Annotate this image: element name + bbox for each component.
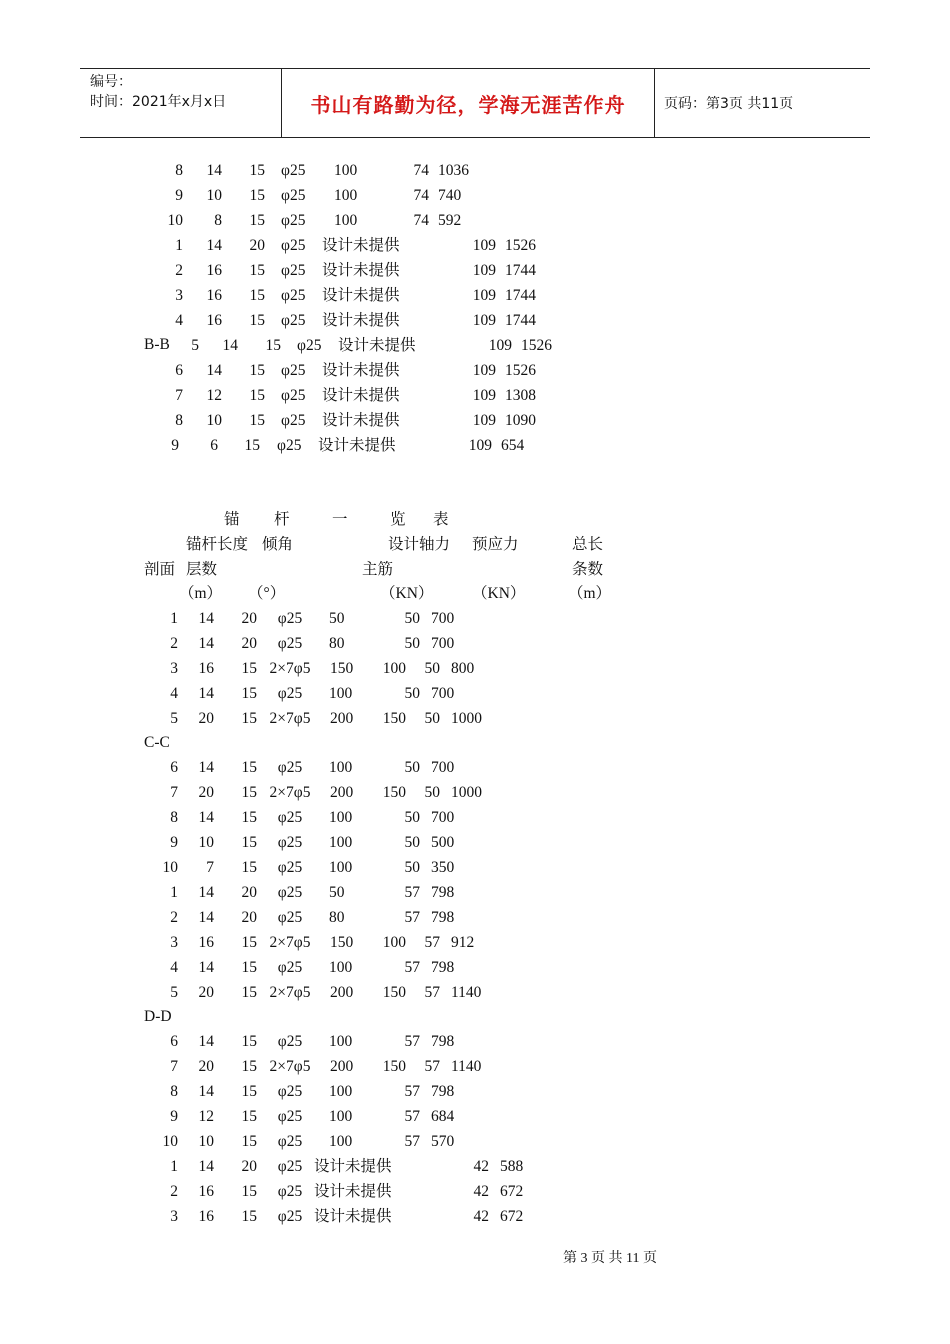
total-cell: 1090 xyxy=(505,412,536,429)
angle-cell: 15 xyxy=(241,710,257,727)
total-cell: 350 xyxy=(431,859,455,876)
total-cell: 798 xyxy=(431,1033,455,1050)
angle-cell: 15 xyxy=(249,187,265,204)
total-cell: 1140 xyxy=(451,1058,482,1075)
axial-cell: 设计未提供 xyxy=(322,287,400,304)
layer-cell: 4 xyxy=(170,959,178,976)
axial-cell: 150 xyxy=(330,934,354,951)
angle-cell: 15 xyxy=(249,412,265,429)
axial-cell: 200 xyxy=(330,1058,354,1075)
layer-cell: 2 xyxy=(170,635,178,652)
rebar-cell: φ25 xyxy=(277,859,303,876)
total-cell: 912 xyxy=(451,934,475,951)
rebar-cell: 2×7φ5 xyxy=(269,710,311,727)
layer-cell: 2 xyxy=(175,262,183,279)
prestress-cell: 150 xyxy=(382,710,406,727)
header-layers: 层数 xyxy=(186,561,218,578)
angle-cell: 15 xyxy=(241,660,257,677)
axial-cell: 100 xyxy=(329,1133,353,1150)
length-cell: 20 xyxy=(198,1058,214,1075)
prestress-cell: 50 xyxy=(404,834,420,851)
header-motto: 书山有路勤为径，学海无涯苦作舟 xyxy=(310,93,626,117)
angle-cell: 15 xyxy=(241,859,257,876)
prestress-cell: 57 xyxy=(404,909,420,926)
total-cell: 672 xyxy=(500,1183,524,1200)
layer-cell: 3 xyxy=(170,660,178,677)
length-cell: 7 xyxy=(206,859,214,876)
layer-cell: 2 xyxy=(170,1183,178,1200)
rebar-cell: φ25 xyxy=(281,312,306,329)
unit-kn-axial: （KN） xyxy=(380,585,434,602)
angle-cell: 15 xyxy=(241,1208,257,1225)
length-cell: 14 xyxy=(198,809,214,826)
length-cell: 12 xyxy=(198,1108,214,1125)
angle-cell: 15 xyxy=(241,1133,257,1150)
axial-cell: 50 xyxy=(329,610,345,627)
prestress-cell: 57 xyxy=(404,1108,420,1125)
rebar-cell: φ25 xyxy=(277,685,303,702)
table-title-char: 表 xyxy=(433,511,449,528)
angle-cell: 20 xyxy=(241,1158,257,1175)
header-meta xyxy=(90,72,226,112)
prestress-cell: 109 xyxy=(488,337,512,354)
rebar-cell: φ25 xyxy=(277,1083,303,1100)
axial-cell: 150 xyxy=(330,660,354,677)
total-cell: 798 xyxy=(431,884,455,901)
angle-cell: 15 xyxy=(241,759,257,776)
total-cell: 740 xyxy=(438,187,462,204)
length-cell: 12 xyxy=(206,387,222,404)
axial-cell: 50 xyxy=(329,884,345,901)
axial-cell: 100 xyxy=(334,212,358,229)
angle-cell: 15 xyxy=(241,1083,257,1100)
axial-cell: 100 xyxy=(329,1033,353,1050)
rebar-cell: 2×7φ5 xyxy=(269,660,311,677)
rebar-cell: φ25 xyxy=(281,187,306,204)
prestress-cell: 57 xyxy=(424,984,440,1001)
rebar-cell: φ25 xyxy=(281,387,306,404)
rebar-cell: φ25 xyxy=(277,1158,303,1175)
length-cell: 10 xyxy=(198,1133,214,1150)
prestress-cell: 150 xyxy=(382,1058,406,1075)
length-cell: 16 xyxy=(206,287,222,304)
angle-cell: 15 xyxy=(249,212,265,229)
header-axial: 设计轴力 xyxy=(388,536,451,553)
header-length: 锚杆长度 xyxy=(186,536,249,553)
angle-cell: 15 xyxy=(249,162,265,179)
total-cell: 684 xyxy=(431,1108,455,1125)
prestress-cell: 57 xyxy=(424,1058,440,1075)
layer-cell: 9 xyxy=(170,834,178,851)
length-cell: 16 xyxy=(198,1208,214,1225)
length-cell: 16 xyxy=(206,312,222,329)
layer-cell: 5 xyxy=(170,984,178,1001)
time-label: 时间：2021年x月x日 xyxy=(90,94,227,110)
rebar-cell: 2×7φ5 xyxy=(269,784,311,801)
page-footer: 第 3 页 共 11 页 xyxy=(563,1251,657,1266)
prestress-cell: 74 xyxy=(413,212,429,229)
prestress-cell: 109 xyxy=(472,412,496,429)
length-cell: 20 xyxy=(198,784,214,801)
header-page-number: 页码：第3页 共11页 xyxy=(664,96,794,112)
prestress-cell: 57 xyxy=(404,884,420,901)
total-cell: 654 xyxy=(501,437,525,454)
axial-cell: 80 xyxy=(329,635,345,652)
length-cell: 8 xyxy=(214,212,222,229)
prestress-cell: 57 xyxy=(404,1133,420,1150)
prestress-cell: 109 xyxy=(472,312,496,329)
axial-cell: 100 xyxy=(329,859,353,876)
length-cell: 14 xyxy=(206,237,222,254)
section-label-bb: B-B xyxy=(144,336,170,353)
layer-cell: 3 xyxy=(170,1208,178,1225)
length-cell: 14 xyxy=(198,635,214,652)
total-cell: 1036 xyxy=(438,162,469,179)
length-cell: 14 xyxy=(198,884,214,901)
angle-cell: 15 xyxy=(249,312,265,329)
layer-cell: 2 xyxy=(170,909,178,926)
rebar-cell: φ25 xyxy=(277,1033,303,1050)
total-cell: 1140 xyxy=(451,984,482,1001)
rebar-cell: φ25 xyxy=(277,834,303,851)
layer-cell: 3 xyxy=(170,934,178,951)
prestress-cell: 109 xyxy=(468,437,492,454)
total-cell: 570 xyxy=(431,1133,455,1150)
header-total: 总长 xyxy=(572,536,604,553)
rebar-cell: φ25 xyxy=(281,412,306,429)
total-cell: 800 xyxy=(451,660,475,677)
prestress-cell: 50 xyxy=(404,685,420,702)
total-cell: 798 xyxy=(431,1083,455,1100)
angle-cell: 20 xyxy=(241,909,257,926)
axial-cell: 100 xyxy=(334,187,358,204)
layer-cell: 7 xyxy=(170,784,178,801)
length-cell: 14 xyxy=(198,1033,214,1050)
length-cell: 14 xyxy=(206,162,222,179)
axial-cell: 设计未提供 xyxy=(314,1183,392,1200)
axial-cell: 100 xyxy=(334,162,358,179)
layer-cell: 9 xyxy=(170,1108,178,1125)
angle-cell: 15 xyxy=(241,685,257,702)
prestress-cell: 74 xyxy=(413,187,429,204)
unit-degree: （°） xyxy=(248,585,286,602)
header-count: 条数 xyxy=(572,561,604,578)
rebar-cell: φ25 xyxy=(297,337,322,354)
layer-cell: 10 xyxy=(162,1133,178,1150)
prestress-cell: 42 xyxy=(473,1158,489,1175)
axial-cell: 设计未提供 xyxy=(314,1208,392,1225)
prestress-cell: 42 xyxy=(473,1183,489,1200)
header-angle: 倾角 xyxy=(262,536,294,553)
rebar-cell: 2×7φ5 xyxy=(269,934,311,951)
angle-cell: 20 xyxy=(241,884,257,901)
header-rebar: 主筋 xyxy=(362,561,394,578)
total-cell: 1744 xyxy=(505,262,536,279)
layer-cell: 9 xyxy=(175,187,183,204)
total-cell: 1744 xyxy=(505,312,536,329)
rebar-cell: 2×7φ5 xyxy=(269,1058,311,1075)
section-label-dd: D-D xyxy=(144,1008,172,1025)
length-cell: 14 xyxy=(222,337,238,354)
layer-cell: 9 xyxy=(171,437,179,454)
prestress-cell: 109 xyxy=(472,387,496,404)
layer-cell: 5 xyxy=(191,337,199,354)
table-title-char: 一 xyxy=(332,511,348,528)
length-cell: 16 xyxy=(198,934,214,951)
total-cell: 700 xyxy=(431,685,455,702)
number-label: 编号： xyxy=(90,74,132,90)
length-cell: 14 xyxy=(206,362,222,379)
total-cell: 592 xyxy=(438,212,462,229)
axial-cell: 100 xyxy=(329,1108,353,1125)
prestress-cell: 109 xyxy=(472,237,496,254)
angle-cell: 15 xyxy=(241,1108,257,1125)
total-cell: 588 xyxy=(500,1158,524,1175)
layer-cell: 8 xyxy=(170,1083,178,1100)
length-cell: 14 xyxy=(198,1158,214,1175)
length-cell: 6 xyxy=(210,437,218,454)
axial-cell: 设计未提供 xyxy=(322,387,400,404)
rebar-cell: φ25 xyxy=(277,759,303,776)
prestress-cell: 150 xyxy=(382,784,406,801)
layer-cell: 8 xyxy=(175,162,183,179)
angle-cell: 15 xyxy=(241,1033,257,1050)
axial-cell: 设计未提供 xyxy=(322,237,400,254)
length-cell: 16 xyxy=(198,1183,214,1200)
layer-cell: 7 xyxy=(175,387,183,404)
prestress-cell: 100 xyxy=(382,660,406,677)
page-header xyxy=(80,68,870,138)
length-cell: 16 xyxy=(198,660,214,677)
layer-cell: 3 xyxy=(175,287,183,304)
rebar-cell: φ25 xyxy=(281,362,306,379)
layer-cell: 1 xyxy=(170,1158,178,1175)
prestress-cell: 57 xyxy=(404,959,420,976)
header-section: 剖面 xyxy=(144,561,176,578)
rebar-cell: φ25 xyxy=(277,610,303,627)
total-cell: 700 xyxy=(431,610,455,627)
total-cell: 798 xyxy=(431,959,455,976)
total-cell: 1526 xyxy=(521,337,552,354)
axial-cell: 设计未提供 xyxy=(318,437,396,454)
total-cell: 798 xyxy=(431,909,455,926)
rebar-cell: φ25 xyxy=(281,237,306,254)
layer-cell: 4 xyxy=(170,685,178,702)
rebar-cell: φ25 xyxy=(281,212,306,229)
layer-cell: 6 xyxy=(170,759,178,776)
prestress-cell: 57 xyxy=(424,934,440,951)
prestress-cell: 50 xyxy=(424,710,440,727)
unit-m: （m） xyxy=(179,585,223,602)
rebar-cell: 2×7φ5 xyxy=(269,984,311,1001)
axial-cell: 100 xyxy=(329,1083,353,1100)
axial-cell: 100 xyxy=(329,685,353,702)
unit-kn-prestress: （KN） xyxy=(472,585,526,602)
prestress-cell: 74 xyxy=(413,162,429,179)
axial-cell: 200 xyxy=(330,984,354,1001)
total-cell: 500 xyxy=(431,834,455,851)
angle-cell: 20 xyxy=(249,237,265,254)
angle-cell: 20 xyxy=(241,610,257,627)
prestress-cell: 150 xyxy=(382,984,406,1001)
angle-cell: 15 xyxy=(241,1183,257,1200)
axial-cell: 设计未提供 xyxy=(338,337,416,354)
rebar-cell: φ25 xyxy=(277,809,303,826)
angle-cell: 15 xyxy=(241,984,257,1001)
axial-cell: 设计未提供 xyxy=(322,412,400,429)
axial-cell: 设计未提供 xyxy=(314,1158,392,1175)
layer-cell: 7 xyxy=(170,1058,178,1075)
axial-cell: 设计未提供 xyxy=(322,312,400,329)
layer-cell: 8 xyxy=(170,809,178,826)
total-cell: 700 xyxy=(431,635,455,652)
angle-cell: 20 xyxy=(241,635,257,652)
rebar-cell: φ25 xyxy=(277,884,303,901)
prestress-cell: 57 xyxy=(404,1083,420,1100)
axial-cell: 100 xyxy=(329,759,353,776)
prestress-cell: 57 xyxy=(404,1033,420,1050)
axial-cell: 200 xyxy=(330,784,354,801)
axial-cell: 100 xyxy=(329,959,353,976)
total-cell: 1308 xyxy=(505,387,536,404)
layer-cell: 1 xyxy=(175,237,183,254)
total-cell: 1526 xyxy=(505,237,536,254)
layer-cell: 10 xyxy=(167,212,183,229)
angle-cell: 15 xyxy=(265,337,281,354)
layer-cell: 6 xyxy=(170,1033,178,1050)
total-cell: 700 xyxy=(431,809,455,826)
total-cell: 1744 xyxy=(505,287,536,304)
length-cell: 10 xyxy=(206,187,222,204)
prestress-cell: 109 xyxy=(472,262,496,279)
rebar-cell: φ25 xyxy=(281,262,306,279)
rebar-cell: φ25 xyxy=(277,1208,303,1225)
prestress-cell: 109 xyxy=(472,362,496,379)
prestress-cell: 109 xyxy=(472,287,496,304)
prestress-cell: 50 xyxy=(404,859,420,876)
angle-cell: 15 xyxy=(241,934,257,951)
layer-cell: 1 xyxy=(170,884,178,901)
total-cell: 1000 xyxy=(451,784,482,801)
rebar-cell: φ25 xyxy=(277,437,302,454)
length-cell: 10 xyxy=(206,412,222,429)
header-divider xyxy=(654,69,655,137)
rebar-cell: φ25 xyxy=(277,635,303,652)
rebar-cell: φ25 xyxy=(277,1133,303,1150)
rebar-cell: φ25 xyxy=(281,287,306,304)
total-cell: 672 xyxy=(500,1208,524,1225)
axial-cell: 200 xyxy=(330,710,354,727)
prestress-cell: 50 xyxy=(424,784,440,801)
prestress-cell: 50 xyxy=(404,635,420,652)
length-cell: 14 xyxy=(198,1083,214,1100)
axial-cell: 100 xyxy=(329,834,353,851)
prestress-cell: 42 xyxy=(473,1208,489,1225)
axial-cell: 设计未提供 xyxy=(322,262,400,279)
prestress-cell: 50 xyxy=(404,610,420,627)
angle-cell: 15 xyxy=(244,437,260,454)
length-cell: 14 xyxy=(198,909,214,926)
angle-cell: 15 xyxy=(249,287,265,304)
angle-cell: 15 xyxy=(241,959,257,976)
section-label-cc: C-C xyxy=(144,734,170,751)
total-cell: 1000 xyxy=(451,710,482,727)
layer-cell: 4 xyxy=(175,312,183,329)
length-cell: 20 xyxy=(198,984,214,1001)
length-cell: 14 xyxy=(198,959,214,976)
axial-cell: 80 xyxy=(329,909,345,926)
length-cell: 20 xyxy=(198,710,214,727)
axial-cell: 设计未提供 xyxy=(322,362,400,379)
angle-cell: 15 xyxy=(241,1058,257,1075)
prestress-cell: 50 xyxy=(404,809,420,826)
rebar-cell: φ25 xyxy=(277,1108,303,1125)
table-title-char: 览 xyxy=(390,511,406,528)
rebar-cell: φ25 xyxy=(281,162,306,179)
length-cell: 14 xyxy=(198,759,214,776)
layer-cell: 1 xyxy=(170,610,178,627)
rebar-cell: φ25 xyxy=(277,959,303,976)
length-cell: 14 xyxy=(198,610,214,627)
angle-cell: 15 xyxy=(241,834,257,851)
layer-cell: 5 xyxy=(170,710,178,727)
total-cell: 1526 xyxy=(505,362,536,379)
unit-m-total: （m） xyxy=(568,585,612,602)
axial-cell: 100 xyxy=(329,809,353,826)
length-cell: 16 xyxy=(206,262,222,279)
prestress-cell: 50 xyxy=(404,759,420,776)
length-cell: 10 xyxy=(198,834,214,851)
length-cell: 14 xyxy=(198,685,214,702)
table-title-char: 杆 xyxy=(274,511,290,528)
rebar-cell: φ25 xyxy=(277,909,303,926)
layer-cell: 10 xyxy=(162,859,178,876)
angle-cell: 15 xyxy=(241,809,257,826)
rebar-cell: φ25 xyxy=(277,1183,303,1200)
header-prestress: 预应力 xyxy=(472,536,519,553)
layer-cell: 8 xyxy=(175,412,183,429)
prestress-cell: 100 xyxy=(382,934,406,951)
angle-cell: 15 xyxy=(249,262,265,279)
prestress-cell: 50 xyxy=(424,660,440,677)
angle-cell: 15 xyxy=(249,362,265,379)
total-cell: 700 xyxy=(431,759,455,776)
angle-cell: 15 xyxy=(241,784,257,801)
layer-cell: 6 xyxy=(175,362,183,379)
table-title-char: 锚 xyxy=(224,511,240,528)
angle-cell: 15 xyxy=(249,387,265,404)
